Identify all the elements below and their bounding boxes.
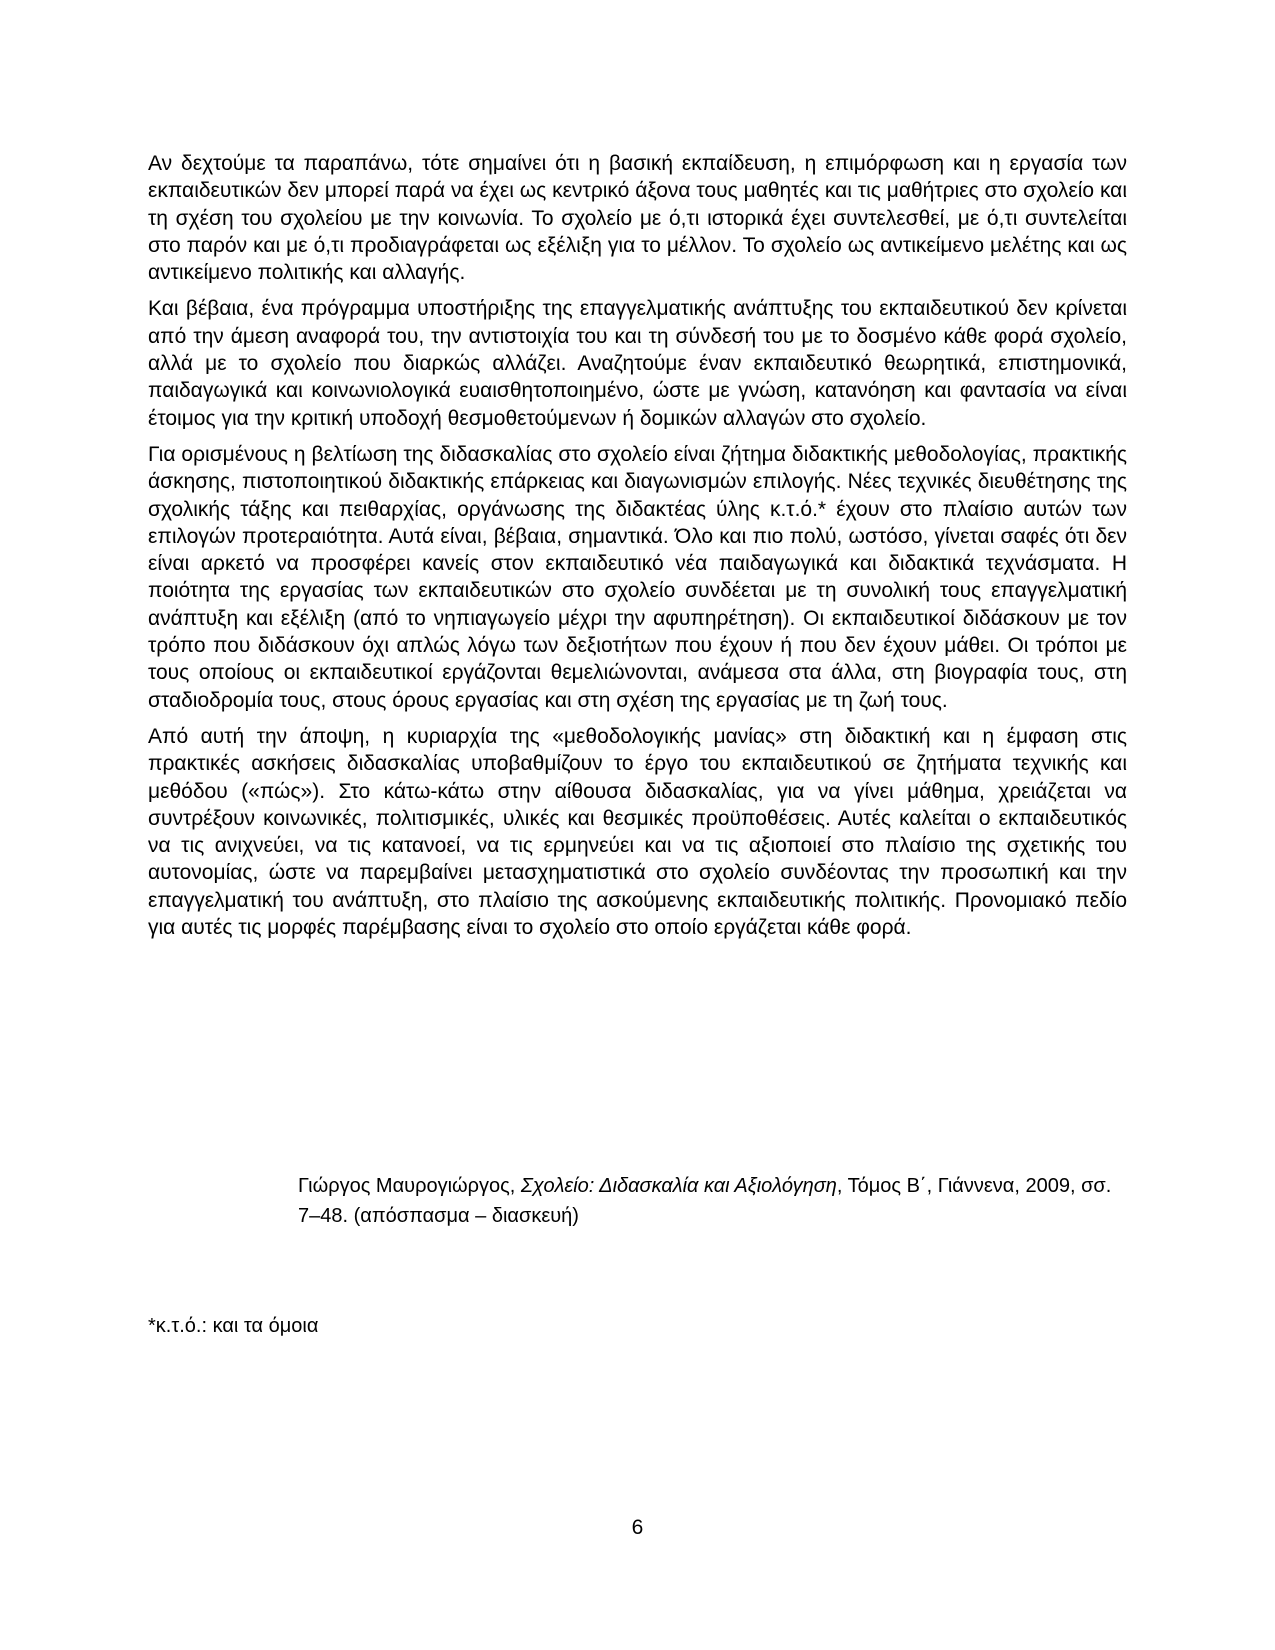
paragraph-1: Αν δεχτούμε τα παραπάνω, τότε σημαίνει ότι η βασική εκπαίδευση, η επιμόρφωση και η εργασία των εκπαιδευτικών δεν μπορεί παρά να έχει ως κεντρικό άξονα τους μαθητές και τις μαθήτριες στο σχολείο και τη σχέση του σχολείου με την κοινωνία. Το σχολείο με ό,τι ιστορικά έχει συντελεσθεί, με ό,τι συντελείται στο παρόν και με ό,τι προδιαγράφεται ως εξέλιξη για το μέλλον. Το σχολείο ως αντικείμενο μελέτης και ως αντικείμενο πολιτικής και αλλαγής. [148, 152, 1127, 285]
main-text [148, 150, 1127, 950]
paragraph-2: Και βέβαια, ένα πρόγραμμα υποστήριξης της επαγγελματικής ανάπτυξης του εκπαιδευτικού δεν κρίνεται από την άμεση αναφορά του, την αντιστοιχία του και τη σύνδεσή του με το δοσμένο κάθε φορά σχολείο, αλλά με το σχολείο που διαρκώς αλλάζει. Αναζητούμε έναν εκπαιδευτικό θεωρητικά, επιστημονικά, παιδαγωγικά και κοινωνιολογικά ευαισθητοποιημένο, ώστε με γνώση, κατανόηση και φαντασία να είναι έτοιμος για την κριτική υποδοχή θεσμοθετούμενων ή δομικών αλλαγών στο σχολείο. [148, 297, 1127, 430]
source-citation [298, 1171, 1127, 1231]
citation-details: , Τόμος Β΄, Γιάννενα, 2009, σσ. 7–48. (απόσπασμα – διασκευή) [298, 1175, 1112, 1227]
footnote: *κ.τ.ό.: και τα όμοια [148, 1315, 319, 1337]
citation-title: Σχολείο: Διδασκαλία και Αξιολόγηση [520, 1175, 837, 1197]
page-number: 6 [631, 1516, 644, 1539]
paragraph-4: Από αυτή την άποψη, η κυριαρχία της «μεθοδολογικής μανίας» στη διδακτική και η έμφαση στις πρακτικές ασκήσεις διδασκαλίας υποβαθμίζουν το έργο του εκπαιδευτικού σε ζητήματα τεχνικής και μεθόδου («πώς»). Στο κάτω-κάτω στην αίθουσα διδασκαλίας, για να γίνει μάθημα, χρειάζεται να συντρέξουν κοινωνικές, πολιτισμικές, υλικές και θεσμικές προϋποθέσεις. Αυτές καλείται ο εκπαιδευτικός να τις ανιχνεύει, να τις κατανοεί, να τις ερμηνεύει και να τις αξιοποιεί στο πλαίσιο της σχετικής του αυτονομίας, ώστε να παρεμβαίνει μετασχηματιστικά στο σχολείο συνδέοντας την προσωπική και την επαγγελματική του ανάπτυξη, στο πλαίσιο της ασκούμενης εκπαιδευτικής πολιτικής. Προνομιακό πεδίο για αυτές τις μορφές παρέμβασης είναι το σχολείο στο οποίο εργάζεται κάθε φορά. [148, 724, 1127, 940]
citation-author: Γιώργος Μαυρογιώργος, [298, 1175, 521, 1197]
paragraph-3: Για ορισμένους η βελτίωση της διδασκαλίας στο σχολείο είναι ζήτημα διδακτικής μεθοδολογίας, πρακτικής άσκησης, πιστοποιητικού διδακτικής επάρκειας και διαγωνισμών επιλογής. Νέες τεχνικές διευθέτησης της σχολικής τάξης και πειθαρχίας, οργάνωσης της διδακτέας ύλης κ.τ.ό.* έχουν στο πλαίσιο αυτών των επιλογών προτεραιότητα. Αυτά είναι, βέβαια, σημαντικά. Όλο και πιο πολύ, ωστόσο, γίνεται σαφές ότι δεν είναι αρκετό να προσφέρει κανείς στον εκπαιδευτικό νέα παιδαγωγικά και διδακτικά τεχνάσματα. Η ποιότητα της εργασίας των εκπαιδευτικών στο σχολείο συνδέεται με τη συνολική τους επαγγελματική ανάπτυξη και εξέλιξη (από το νηπιαγωγείο μέχρι την αφυπηρέτηση). Οι εκπαιδευτικοί διδάσκουν με τον τρόπο που διδάσκουν όχι απλώς λόγω των δεξιοτήτων που έχουν ή που δεν έχουν μάθει. Οι τρόποι με τους οποίους οι εκπαιδευτικοί εργάζονται θεμελιώνονται, ανάμεσα στα άλλα, στη βιογραφία τους, στη σταδιοδρομία τους, στους όρους εργασίας και στη σχέση της εργασίας με τη ζωή τους. [148, 442, 1127, 712]
